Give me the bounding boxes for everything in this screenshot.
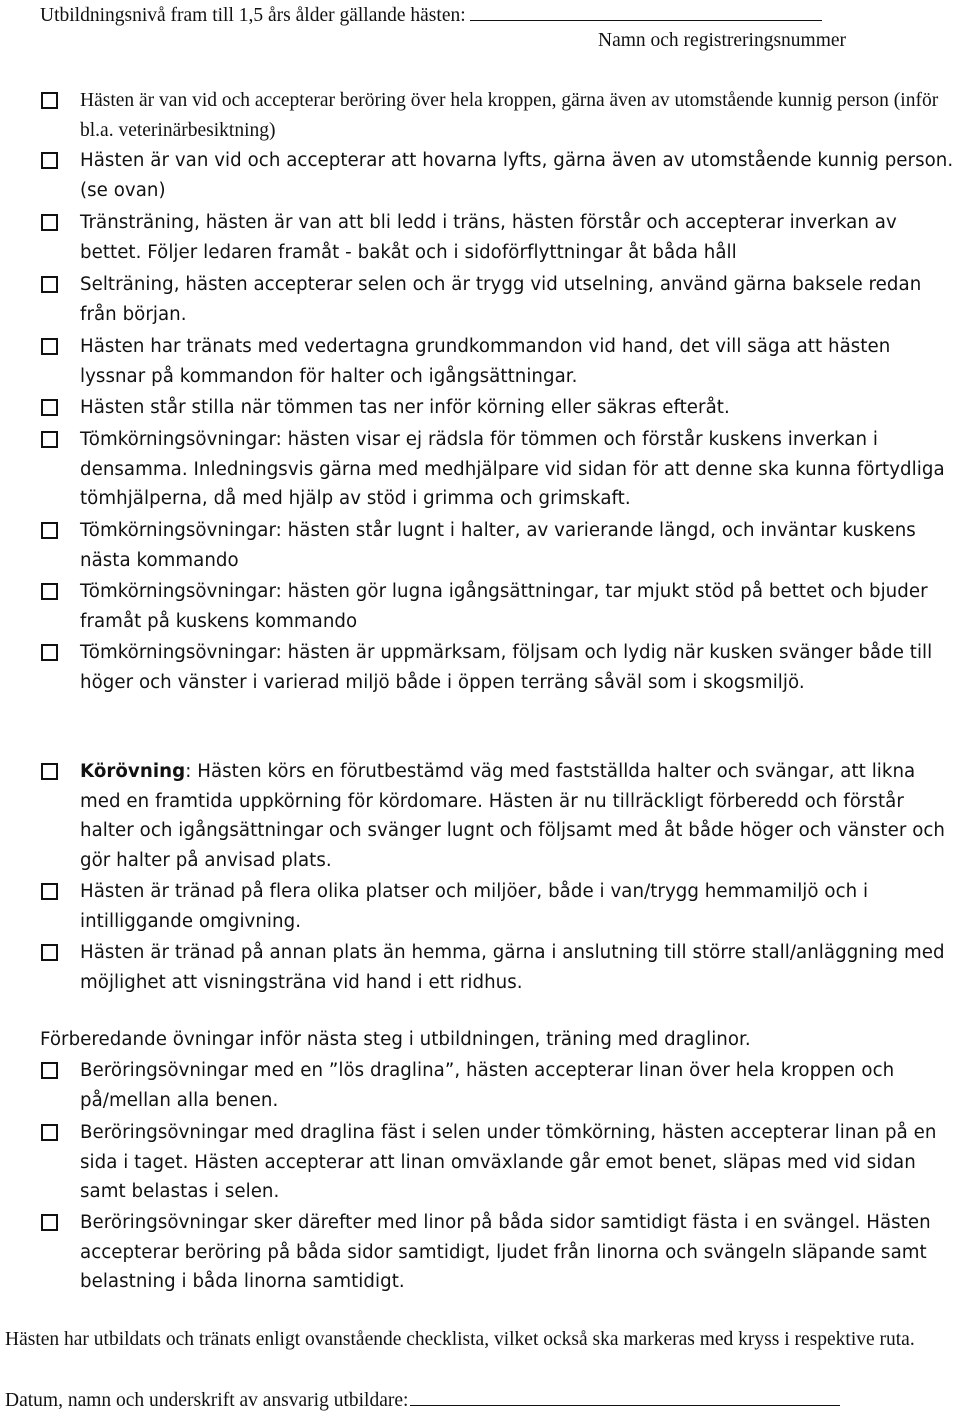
checklist-item	[80, 938, 960, 997]
checklist-item-text: Hästen är van vid och accepterar beröring över hela kroppen, gärna även av utomstående kunnig person (inför bl.a. veterinärbesiktning)	[80, 90, 939, 141]
checklist-item	[80, 1208, 960, 1297]
checklist-item	[80, 638, 960, 697]
checklist-item-text: Beröringsövningar med en ”lös draglina”, hästen accepterar linan över hela kroppen och på/mellan alla benen.	[80, 1060, 895, 1111]
checklist-item-text: Hästen är tränad på annan plats än hemma, gärna i anslutning till större stall/anläggning med möjlighet att visningsträna vid hand i ett ridhus.	[80, 942, 945, 993]
checklist-item	[80, 1118, 960, 1207]
checkbox[interactable]	[41, 152, 58, 169]
section-heading: Förberedande övningar inför nästa steg i utbildningen, träning med draglinor.	[40, 1029, 751, 1050]
checklist-item-text: Tränsträning, hästen är van att bli ledd i träns, hästen förstår och accepterar inverkan av bettet. Följer ledaren framåt - bakåt och i sidoförflyttningar åt båda håll	[80, 212, 897, 263]
checkbox[interactable]	[41, 92, 58, 109]
checklist-item	[80, 332, 960, 391]
checkbox[interactable]	[41, 214, 58, 231]
checklist-item	[80, 208, 960, 267]
checklist-item-text: : Hästen körs en förutbestämd väg med fastställda halter och svängar, att likna med en framtida uppkörning för kördomare. Hästen är nu tillräckligt förberedd och förstår halter och igångsättningar och svänger lugnt och följsamt med åt både höger och vänster och gör halter på anvisad plats.	[80, 761, 945, 871]
checkbox[interactable]	[41, 944, 58, 961]
checklist-item	[80, 393, 960, 423]
checkbox[interactable]	[41, 1124, 58, 1141]
checkbox[interactable]	[41, 338, 58, 355]
name-registration-label: Namn och registreringsnummer	[598, 30, 847, 51]
checklist-item-text: Selträning, hästen accepterar selen och är trygg vid utselning, använd gärna baksele redan från början.	[80, 274, 922, 325]
checklist-item-text: Beröringsövningar sker därefter med linor på båda sidor samtidigt fästa i en svängel. Hästen accepterar beröring på båda sidor samtidigt, ljudet från linorna och svängeln släpande samt belastning i båda linorna samtidigt.	[80, 1212, 931, 1292]
page-title: Utbildningsnivå fram till 1,5 års ålder gällande hästen:	[40, 5, 466, 26]
horse-name-blank[interactable]	[470, 0, 822, 21]
checkbox[interactable]	[41, 583, 58, 600]
checklist-item	[80, 516, 960, 575]
checklist-item-text: Hästen är van vid och accepterar att hovarna lyfts, gärna även av utomstående kunnig person. (se ovan)	[80, 150, 954, 201]
checkbox[interactable]	[41, 1062, 58, 1079]
checkbox[interactable]	[41, 431, 58, 448]
checkbox[interactable]	[41, 1214, 58, 1231]
checklist-item	[80, 86, 960, 145]
checklist-item-text: Hästen har tränats med vedertagna grundkommandon vid hand, det vill säga att hästen lyssnar på kommandon för halter och igångsättningar.	[80, 336, 891, 387]
checkbox[interactable]	[41, 399, 58, 416]
checklist-item	[80, 877, 960, 936]
checklist-item-text: Beröringsövningar med draglina fäst i selen under tömkörning, hästen accepterar linan på en sida i taget. Hästen accepterar att linan omväxlande går emot benet, släpas med vid sidan samt belastas i selen.	[80, 1122, 937, 1202]
signature-label: Datum, namn och underskrift av ansvarig utbildare:	[5, 1390, 409, 1411]
checklist-item	[80, 146, 960, 205]
checklist-item-text: Tömkörningsövningar: hästen gör lugna igångsättningar, tar mjukt stöd på bettet och bjuder framåt på kuskens kommando	[80, 581, 928, 632]
signature-line	[5, 1383, 955, 1416]
checkbox[interactable]	[41, 522, 58, 539]
checklist-item	[80, 577, 960, 636]
checklist-item-text: Hästen är tränad på flera olika platser och miljöer, både i van/trygg hemmamiljö och i intilliggande omgivning.	[80, 881, 869, 932]
checklist-item-text: Tömkörningsövningar: hästen är uppmärksam, följsam och lydig när kusken svänger både till höger och vänster i varierad miljö både i öppen terräng såväl som i skogsmiljö.	[80, 642, 933, 693]
checkbox[interactable]	[41, 644, 58, 661]
completion-statement: Hästen har utbildats och tränats enligt ovanstående checklista, vilket också ska markeras med kryss i respektive ruta.	[5, 1329, 915, 1350]
checklist-item-text: Tömkörningsövningar: hästen står lugnt i halter, av varierande längd, och inväntar kuskens nästa kommando	[80, 520, 916, 571]
checkbox[interactable]	[41, 883, 58, 900]
checklist-item	[80, 1056, 960, 1115]
checklist-item-text: Hästen står stilla när tömmen tas ner inför körning eller säkras efteråt.	[80, 397, 730, 418]
checkbox[interactable]	[41, 763, 58, 780]
checklist-item-text: Tömkörningsövningar: hästen visar ej rädsla för tömmen och förstår kuskens inverkan i densamma. Inledningsvis gärna med medhjälpare vid sidan för att denne ska kunna förtydliga tömhjälperna, då med hjälp av stöd i grimma och grimskaft.	[80, 429, 945, 509]
checklist-item-bold: Körövning	[80, 761, 186, 782]
signature-blank[interactable]	[410, 1383, 840, 1406]
checklist-item	[80, 270, 960, 329]
checklist-item	[80, 757, 960, 875]
checklist-item	[80, 425, 960, 514]
checkbox[interactable]	[41, 276, 58, 293]
